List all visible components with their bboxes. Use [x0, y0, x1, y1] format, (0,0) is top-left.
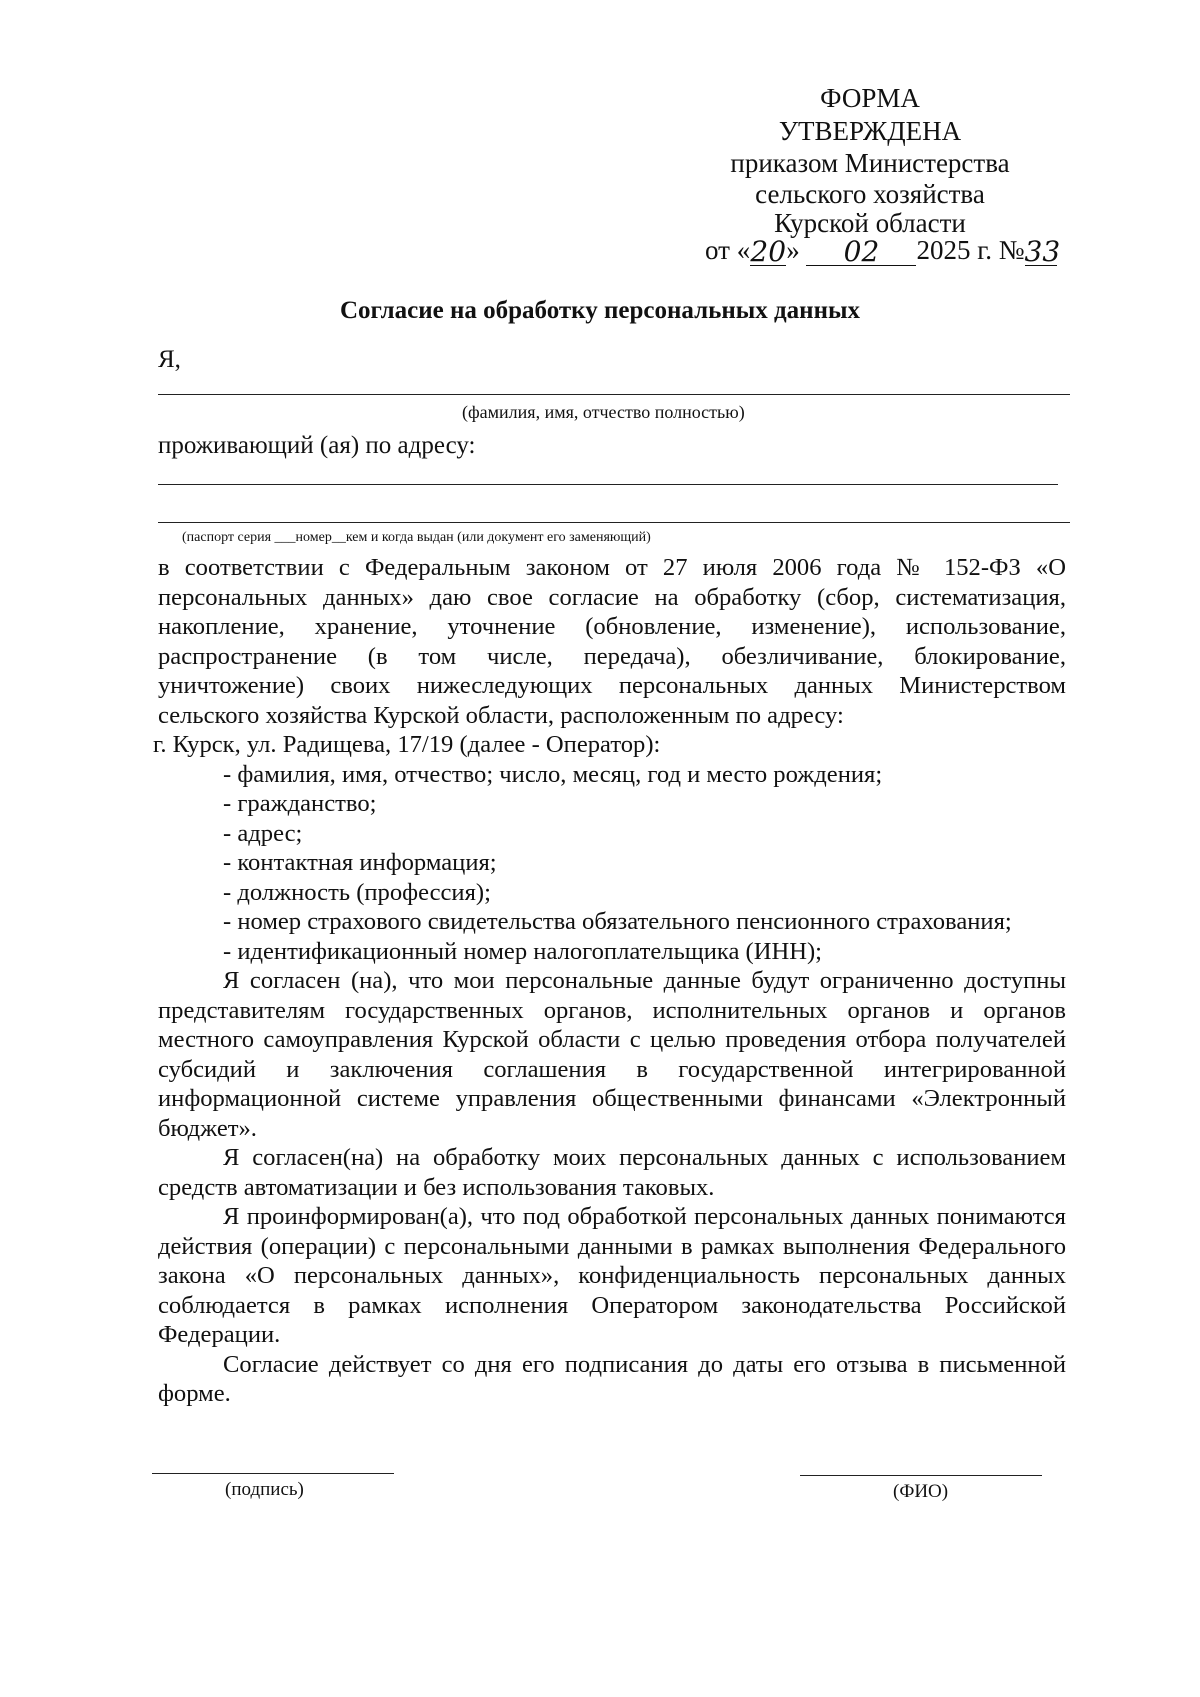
header-line-2: сельского хозяйства: [755, 179, 985, 209]
operator-address: г. Курск, ул. Радищева, 17/19 (далее - Оператор):: [153, 731, 661, 758]
signature-caption: (подпись): [225, 1479, 304, 1500]
address-field-line-1: [158, 484, 1058, 485]
consent-paragraph-3: Я согласен(на) на обработку моих персональных данных с использованием средств автоматизации и без использования таковых.: [158, 1144, 1066, 1201]
consent-paragraph-5: Согласие действует со дня его подписания до даты его отзыва в письменной форме.: [158, 1350, 1066, 1407]
consent-paragraph-2: Я согласен (на), что мои персональные данные будут ограниченно доступны представителям государственных органов, исполнительных органов и органов местного самоуправления Курской области с целью проведения отбора получателей субсидий и заключения соглашения в государственной интегрированной информационной системе управления общественными финансами «Электронный бюджет».: [158, 967, 1066, 1142]
address-label: проживающий (ая) по адресу:: [158, 432, 476, 459]
form-label: ФОРМА: [820, 83, 920, 113]
fio-caption: (ФИО): [893, 1481, 949, 1502]
date-year: 2025 г. №: [916, 235, 1025, 265]
signature-line: [152, 1473, 394, 1474]
data-item: - идентификационный номер налогоплательщика (ИНН);: [223, 937, 823, 965]
passport-caption: (паспорт серия ___номер__кем и когда выдан (или документ его заменяющий): [182, 530, 651, 545]
approved-label: УТВЕРЖДЕНА: [778, 116, 962, 146]
date-month-handwritten: 02: [843, 235, 880, 268]
order-number-handwritten: 33: [1024, 235, 1061, 268]
document-title: Согласие на обработку персональных данных: [339, 297, 860, 324]
data-item: - должность (профессия);: [223, 878, 491, 906]
data-item: - гражданство;: [223, 790, 377, 817]
consent-paragraph-4: Я проинформирован(а), что под обработкой персональных данных понимаются действия (операции) с персональными данными в рамках выполнения Федерального закона «О персональных данных», конфиденциальность персональных данных соблюдается в рамках исполнения Оператором законодательства Российской Федерации.: [158, 1203, 1066, 1348]
header-line-3: Курской области: [774, 208, 966, 238]
fio-line: [800, 1475, 1042, 1476]
address-field-line-2: [158, 522, 1070, 523]
header-line-1: приказом Министерства: [730, 148, 1010, 178]
date-mid: »: [786, 235, 800, 265]
data-item: - номер страхового свидетельства обязательного пенсионного страхования;: [223, 908, 1012, 935]
date-day-handwritten: 20: [750, 235, 787, 268]
data-item: - адрес;: [223, 819, 303, 847]
date-prefix: от «: [705, 235, 751, 265]
data-item: - контактная информация;: [223, 849, 497, 876]
consent-paragraph-1: в соответствии с Федеральным законом от 27 июля 2006 года № 152-ФЗ «О персональных данных» даю свое согласие на обработку (сбор, систематизация, накопление, хранение, уточнение (обновление, изменение), использование, распространение (в том числе, передача), обезличивание, блокирование, уничтожение) своих нижеследующих персональных данных Министерством сельского хозяйства Курской области, расположенным по адресу:: [158, 554, 1066, 729]
ya-label: Я,: [158, 346, 181, 373]
consent-body: [153, 553, 1066, 1409]
order-date-line: [705, 235, 1061, 268]
name-caption: (фамилия, имя, отчество полностью): [462, 402, 745, 422]
name-field-line: [158, 394, 1070, 395]
data-item: - фамилия, имя, отчество; число, месяц, год и место рождения;: [223, 760, 883, 788]
